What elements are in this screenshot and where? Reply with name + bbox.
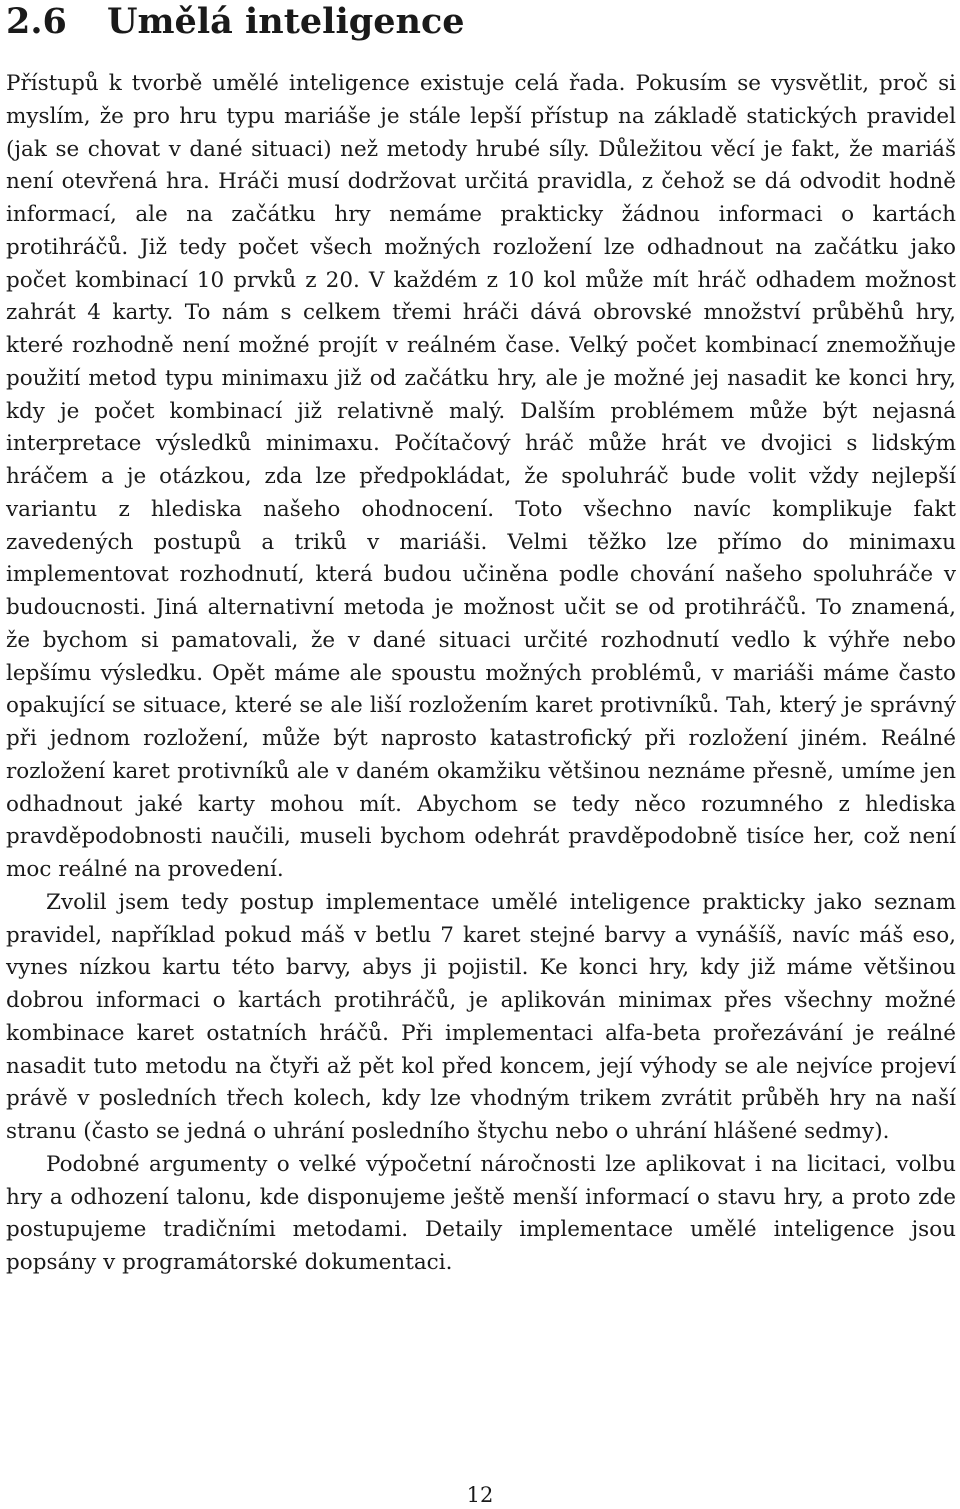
section-number: 2.6 — [6, 1, 67, 42]
paragraph-1: Přístupů k tvorbě umělé inteligence existuje celá řada. Pokusím se vysvětlit, proč si myslím, že pro hru typu mariáše je stále lepší přístup na základě statických pravidel (jak se chovat v dané situaci) než metody hrubé síly. Důležitou věcí je fakt, že mariáš není otevřená hra. Hráči musí dodržovat určitá pravidla, z čehož se dá odvodit hodně informací, ale na začátku hry nemáme prakticky žádnou informaci o kartách protihráčů. Již tedy počet všech možných rozložení lze odhadnout na začátku jako počet kombinací 10 prvků z 20. V každém z 10 kol může mít hráč odhadem možnost zahrát 4 karty. To nám s celkem třemi hráči dává obrovské množství průběhů hry, které rozhodně není možné projít v reálném čase. Velký počet kombinací znemožňuje použití metod typu minimaxu již od začátku hry, ale je možné jej nasadit ke konci hry, kdy je počet kombinací již relativně malý. Dalším problémem může být nejasná interpretace výsledků minimaxu. Počítačový hráč může hrát ve dvojici s lidským hráčem a je otázkou, zda lze předpokládat, že spoluhráč bude volit vždy nejlepší variantu z hlediska našeho ohodnocení. Toto všechno navíc komplikuje fakt zavedených postupů a triků v mariáši. Velmi těžko lze přímo do minimaxu implementovat rozhodnutí, která budou učiněna podle chování našeho spoluhráče v budoucnosti. Jiná alternativní metoda je možnost učit se od protihráčů. To znamená, že bychom si pamatovali, že v dané situaci určité rozhodnutí vedlo k výhře nebo lepšímu výsledku. Opět máme ale spoustu možných problémů, v mariáši máme často opakující se situace, které se ale liší rozložením karet protivníků. Tah, který je správný při jednom rozložení, může být naprosto katastrofický při rozložení jiném. Reálné rozložení karet protivníků ale v daném okamžiku většinou neznáme přesně, umíme jen odhadnout jaké karty mohou mít. Abychom se tedy něco rozumného z hlediska pravděpodobnosti naučili, museli bychom odehrát pravděpodobně tisíce her, což není moc reálné na provedení. — [6, 71, 956, 882]
section-body — [6, 68, 956, 1280]
section-heading — [6, 0, 465, 44]
paragraph-2: Zvolil jsem tedy postup implementace umělé inteligence prakticky jako seznam pravidel, například pokud máš v betlu 7 karet stejné barvy a vynášíš, navíc máš eso, vynes nízkou kartu této barvy, abys ji pojistil. Ke konci hry, kdy již máme většinou dobrou informaci o kartách protihráčů, je aplikován minimax přes všechny možné kombinace karet ostatních hráčů. Při implementaci alfa-beta prořezávání je reálné nasadit tuto metodu na čtyři až pět kol před koncem, její výhody se ale nejvíce projeví právě v posledních třech kolech, kdy lze vhodným trikem zvrátit průběh hry na naší stranu (často se jedná o uhrání posledního štychu nebo o uhrání hlášené sedmy). — [6, 889, 956, 1144]
paragraph-3: Podobné argumenty o velké výpočetní náročnosti lze aplikovat i na licitaci, volbu hry a odhození talonu, kde disponujeme ještě menší informací o stavu hry, a proto zde postupujeme tradičními metodami. Detaily implementace umělé inteligence jsou popsány v programátorské dokumentaci. — [6, 1151, 956, 1275]
page-number: 12 — [466, 1483, 494, 1507]
section-title: Umělá inteligence — [107, 1, 465, 42]
